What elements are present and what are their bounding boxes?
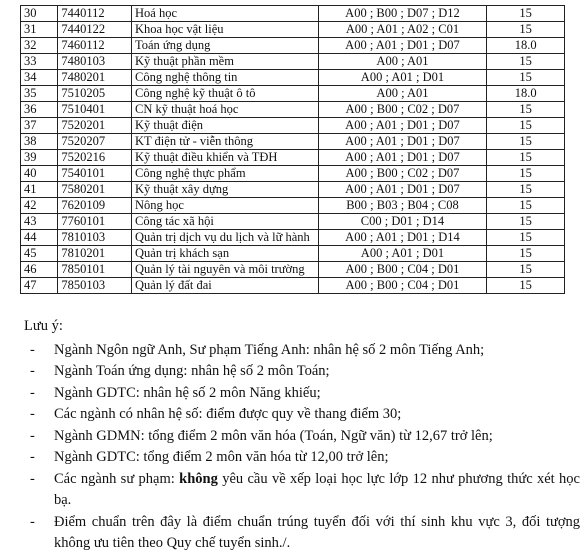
note-text: Ngành Ngôn ngữ Anh, Sư phạm Tiếng Anh: nhân hệ số 2 môn Tiếng Anh; <box>54 341 485 358</box>
major-code-cell: 7520201 <box>58 118 132 134</box>
major-name-cell: Quản lý đất đai <box>132 278 319 294</box>
table-row <box>21 262 565 278</box>
major-code-cell: 7440122 <box>58 22 132 38</box>
major-name-cell: Toán ứng dụng <box>132 38 319 54</box>
benchmark-score-cell: 15 <box>487 150 565 166</box>
table-row <box>21 134 565 150</box>
note-dash: - <box>30 363 35 379</box>
subject-combination-cell: B00 ; B03 ; B04 ; C08 <box>318 198 487 214</box>
subject-combination-cell: A00 ; A01 ; A02 ; C01 <box>318 22 487 38</box>
major-name-cell: KT điện tử - viễn thông <box>132 134 319 150</box>
major-code-cell: 7510401 <box>58 102 132 118</box>
note-dash: - <box>30 470 35 487</box>
row-number-cell: 34 <box>21 70 58 86</box>
benchmark-score-cell: 15 <box>487 134 565 150</box>
table-row <box>21 38 565 54</box>
subject-combination-cell: A00 ; B00 ; C02 ; D07 <box>318 102 487 118</box>
note-text <box>54 469 580 512</box>
note-text: Ngành GDTC: tổng điểm 2 môn văn hóa từ 12,00 trở lên; <box>54 449 389 465</box>
admission-score-table <box>20 5 565 294</box>
subject-combination-cell: A00 ; A01 ; D01 ; D07 <box>318 118 487 134</box>
benchmark-score-cell: 15 <box>487 198 565 214</box>
major-code-cell: 7480201 <box>58 70 132 86</box>
major-code-cell: 7760101 <box>58 214 132 230</box>
benchmark-score-cell: 15 <box>487 278 565 294</box>
major-name-cell: Quản trị dịch vụ du lịch và lữ hành <box>132 230 319 246</box>
table-row <box>21 70 565 86</box>
table-row <box>21 150 565 166</box>
benchmark-score-cell: 18.0 <box>487 38 565 54</box>
major-code-cell: 7540101 <box>58 166 132 182</box>
note-text-pre: Các ngành sư phạm: <box>54 470 180 487</box>
subject-combination-cell: A00 ; A01 ; D01 ; D07 <box>318 38 487 54</box>
table-row <box>21 166 565 182</box>
benchmark-score-cell: 15 <box>487 70 565 86</box>
row-number-cell: 45 <box>21 246 58 262</box>
subject-combination-cell: A00 ; B00 ; C02 ; D07 <box>318 166 487 182</box>
major-code-cell: 7810103 <box>58 230 132 246</box>
major-code-cell: 7810201 <box>58 246 132 262</box>
note-item <box>20 383 580 405</box>
row-number-cell: 46 <box>21 262 58 278</box>
benchmark-score-cell: 15 <box>487 246 565 262</box>
subject-combination-cell: A00 ; A01 ; D01 ; D14 <box>318 230 487 246</box>
note-text: Điểm chuẩn trên đây là điểm chuẩn trúng tuyển đối với thí sinh khu vực 3, đối tượng không ưu tiên theo Quy chế tuyển sinh./. <box>54 513 580 551</box>
major-code-cell: 7850101 <box>58 262 132 278</box>
note-dash: - <box>30 449 35 465</box>
subject-combination-cell: A00 ; A01 ; D01 ; D07 <box>318 150 487 166</box>
major-name-cell: Khoa học vật liệu <box>132 22 319 38</box>
major-name-cell: Kỹ thuật điện <box>132 118 319 134</box>
benchmark-score-cell: 15 <box>487 102 565 118</box>
note-text-emphasis: không <box>179 470 218 487</box>
subject-combination-cell: A00 ; A01 ; D01 ; D07 <box>318 134 487 150</box>
row-number-cell: 36 <box>21 102 58 118</box>
row-number-cell: 44 <box>21 230 58 246</box>
subject-combination-cell: A00 ; B00 ; C04 ; D01 <box>318 262 487 278</box>
table-row <box>21 22 565 38</box>
note-text: Ngành GDTC: nhân hệ số 2 môn Năng khiếu; <box>54 384 321 401</box>
table-row <box>21 198 565 214</box>
major-code-cell: 7460112 <box>58 38 132 54</box>
notes-title: Lưu ý: <box>24 318 63 334</box>
note-dash: - <box>30 384 35 401</box>
row-number-cell: 41 <box>21 182 58 198</box>
subject-combination-cell: C00 ; D01 ; D14 <box>318 214 487 230</box>
table-row <box>21 246 565 262</box>
major-name-cell: Quản trị khách sạn <box>132 246 319 262</box>
major-code-cell: 7510205 <box>58 86 132 102</box>
score-table-body <box>21 6 565 294</box>
note-text: Ngành Toán ứng dụng: nhân hệ số 2 môn Toán; <box>54 363 330 379</box>
table-row <box>21 214 565 230</box>
row-number-cell: 32 <box>21 38 58 54</box>
subject-combination-cell: A00 ; A01 ; D01 ; D07 <box>318 182 487 198</box>
row-number-cell: 42 <box>21 198 58 214</box>
note-text-post: yêu cầu về xếp loại học lực lớp 12 như phương thức xét học bạ. <box>54 470 580 508</box>
note-dash: - <box>30 513 35 530</box>
note-dash: - <box>30 427 35 444</box>
benchmark-score-cell: 15 <box>487 214 565 230</box>
table-row <box>21 278 565 294</box>
subject-combination-cell: A00 ; A01 ; D01 <box>318 246 487 262</box>
table-row <box>21 6 565 22</box>
note-dash: - <box>30 341 35 358</box>
benchmark-score-cell: 18.0 <box>487 86 565 102</box>
note-dash: - <box>30 406 35 422</box>
major-name-cell: Quản lý tài nguyên và môi trường <box>132 262 319 278</box>
subject-combination-cell: A00 ; B00 ; C04 ; D01 <box>318 278 487 294</box>
benchmark-score-cell: 15 <box>487 54 565 70</box>
row-number-cell: 39 <box>21 150 58 166</box>
note-item <box>20 469 580 512</box>
subject-combination-cell: A00 ; A01 <box>318 86 487 102</box>
major-name-cell: Nông học <box>132 198 319 214</box>
benchmark-score-cell: 15 <box>487 230 565 246</box>
major-code-cell: 7850103 <box>58 278 132 294</box>
notes-list <box>20 340 580 555</box>
note-item <box>20 512 580 555</box>
major-code-cell: 7440112 <box>58 6 132 22</box>
major-name-cell: Công nghệ thông tin <box>132 70 319 86</box>
major-name-cell: Kỹ thuật phần mềm <box>132 54 319 70</box>
benchmark-score-cell: 15 <box>487 6 565 22</box>
note-item <box>20 361 580 383</box>
row-number-cell: 37 <box>21 118 58 134</box>
major-name-cell: Công tác xã hội <box>132 214 319 230</box>
table-row <box>21 182 565 198</box>
note-text: Ngành GDMN: tổng điểm 2 môn văn hóa (Toán, Ngữ văn) từ 12,67 trở lên; <box>54 427 493 444</box>
subject-combination-cell: A00 ; B00 ; D07 ; D12 <box>318 6 487 22</box>
note-item <box>20 340 580 362</box>
table-row <box>21 54 565 70</box>
row-number-cell: 30 <box>21 6 58 22</box>
row-number-cell: 31 <box>21 22 58 38</box>
note-item <box>20 404 580 426</box>
major-code-cell: 7480103 <box>58 54 132 70</box>
table-row <box>21 86 565 102</box>
row-number-cell: 33 <box>21 54 58 70</box>
benchmark-score-cell: 15 <box>487 166 565 182</box>
subject-combination-cell: A00 ; A01 <box>318 54 487 70</box>
major-name-cell: Kỹ thuật điều khiển và TĐH <box>132 150 319 166</box>
major-code-cell: 7520216 <box>58 150 132 166</box>
table-row <box>21 102 565 118</box>
table-row <box>21 230 565 246</box>
note-item <box>20 447 580 469</box>
major-name-cell: Công nghệ thực phẩm <box>132 166 319 182</box>
benchmark-score-cell: 15 <box>487 22 565 38</box>
table-row <box>21 118 565 134</box>
major-name-cell: Hoá học <box>132 6 319 22</box>
benchmark-score-cell: 15 <box>487 118 565 134</box>
row-number-cell: 47 <box>21 278 58 294</box>
major-code-cell: 7580201 <box>58 182 132 198</box>
row-number-cell: 40 <box>21 166 58 182</box>
major-code-cell: 7620109 <box>58 198 132 214</box>
row-number-cell: 35 <box>21 86 58 102</box>
note-text: Các ngành có nhân hệ số: điểm được quy về thang điểm 30; <box>54 406 402 422</box>
note-item <box>20 426 580 448</box>
major-name-cell: Công nghệ kỹ thuật ô tô <box>132 86 319 102</box>
major-name-cell: CN kỹ thuật hoá học <box>132 102 319 118</box>
notes-section <box>20 316 580 555</box>
row-number-cell: 43 <box>21 214 58 230</box>
major-name-cell: Kỹ thuật xây dựng <box>132 182 319 198</box>
row-number-cell: 38 <box>21 134 58 150</box>
subject-combination-cell: A00 ; A01 ; D01 <box>318 70 487 86</box>
benchmark-score-cell: 15 <box>487 182 565 198</box>
benchmark-score-cell: 15 <box>487 262 565 278</box>
major-code-cell: 7520207 <box>58 134 132 150</box>
